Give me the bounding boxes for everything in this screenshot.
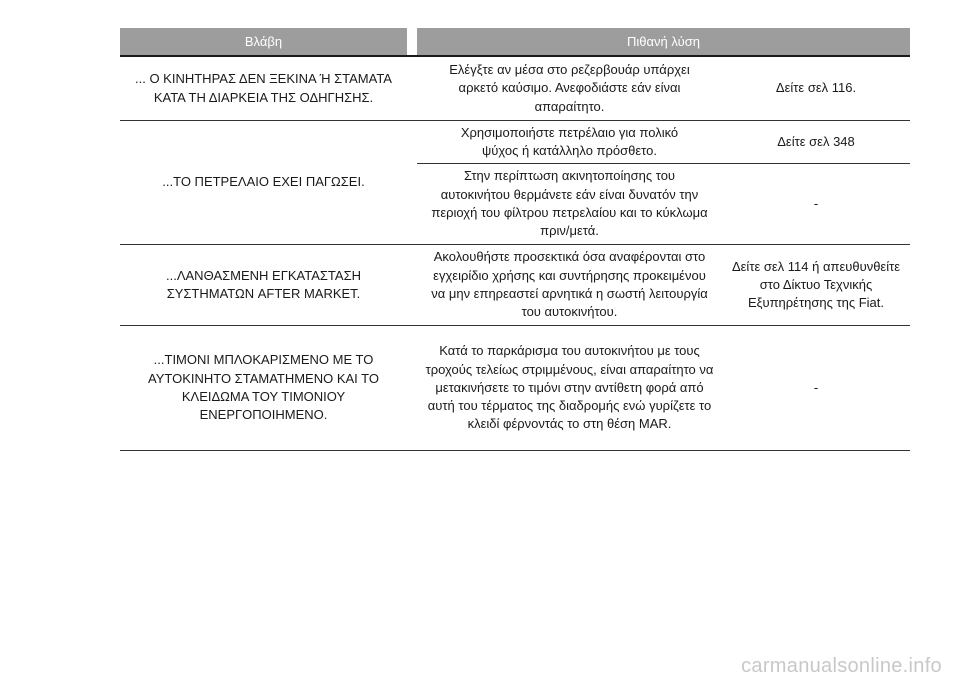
fault-text: ...ΤΙΜΟΝΙ ΜΠΛΟΚΑΡΙΣΜΕΝΟ ΜΕ ΤΟ ΑΥΤΟΚΙΝΗΤΟ ΣΤΑΜΑΤΗΜΕΝΟ ΚΑΙ ΤΟ ΚΛΕΙΔΩΜΑ ΤΟΥ ΤΙΜΟΝΙΟΥ ΕΝΕΡΓΟΠΟΙΗΜΕΝΟ. xyxy=(148,352,379,423)
reference-cell xyxy=(722,121,910,163)
solution-text: Χρησιμοποιήστε πετρέλαιο για πολικό ψύχος ή κατάλληλο πρόσθετο. xyxy=(460,124,679,158)
reference-text: Δείτε σελ 116. xyxy=(775,80,857,96)
fault-text: ...ΤΟ ΠΕΤΡΕΛΑΙΟ ΕΧΕΙ ΠΑΓΩΣΕΙ. xyxy=(162,174,365,190)
fault-cell xyxy=(120,326,407,450)
reference-text: Δείτε σελ 114 ή απευθυνθείτε στο Δίκτυο Τεχνικής Εξυπηρέτησης της Fiat. xyxy=(731,258,901,311)
reference-cell xyxy=(722,326,910,450)
column-header-solution: Πιθανή λύση xyxy=(417,28,910,55)
fault-cell xyxy=(120,245,407,325)
solution-text: Στην περίπτωση ακινητοποίησης του αυτοκινήτου θερμάνετε εάν είναι δυνατόν την περιοχή του φίλτρου πετρελαίου και το κύκλωμα πριν/μετά. xyxy=(431,168,708,239)
solution-text: Ακολουθήστε προσεκτικά όσα αναφέρονται στο εγχειρίδιο χρήσης και συντήρησης προκειμένου να μην επηρεαστεί αρνητικά η σωστή λειτουργία του αυτοκινήτου. xyxy=(431,249,708,320)
fault-text: ...ΛΑΝΘΑΣΜΕΝΗ ΕΓΚΑΤΑΣΤΑΣΗ ΣΥΣΤΗΜΑΤΩΝ AFTER MARKET. xyxy=(165,267,361,301)
solution-text: Ελέγξτε αν μέσα στο ρεζερβουάρ υπάρχει αρκετό καύσιμο. Ανεφοδιάστε εάν είναι απαραίτητο. xyxy=(449,62,690,114)
watermark: carmanualsonline.info xyxy=(741,655,942,677)
reference-cell xyxy=(722,57,910,120)
reference-text: Δείτε σελ 348 xyxy=(777,133,855,149)
solution-cell xyxy=(417,121,722,163)
reference-cell xyxy=(722,245,910,325)
solution-cell xyxy=(417,57,722,120)
fault-cell xyxy=(120,57,407,120)
row-divider xyxy=(120,450,910,451)
solution-cell xyxy=(417,326,722,450)
reference-text: - xyxy=(813,195,819,211)
fault-cell xyxy=(120,121,407,244)
solution-cell xyxy=(417,245,722,325)
column-header-fault: Βλάβη xyxy=(120,28,407,55)
reference-text: - xyxy=(813,379,819,395)
solution-text: Κατά το παρκάρισμα του αυτοκινήτου με τους τροχούς τελείως στριμμένους, είναι απαραίτητο να μετακινήσετε το τιμόνι στην αντίθετη φορά από αυτή του τέρματος της διαδρομής ενώ γυρίζετε το κλειδί φέρνοντάς το στη θέση MAR. xyxy=(425,343,714,432)
solution-cell xyxy=(417,164,722,244)
fault-text: ... Ο ΚΙΝΗΤΗΡΑΣ ΔΕΝ ΞΕΚΙΝΑ Ή ΣΤΑΜΑΤΑ ΚΑΤΑ ΤΗ ΔΙΑΡΚΕΙΑ ΤΗΣ ΟΔΗΓΗΣΗΣ. xyxy=(135,71,392,105)
reference-cell xyxy=(722,164,910,244)
